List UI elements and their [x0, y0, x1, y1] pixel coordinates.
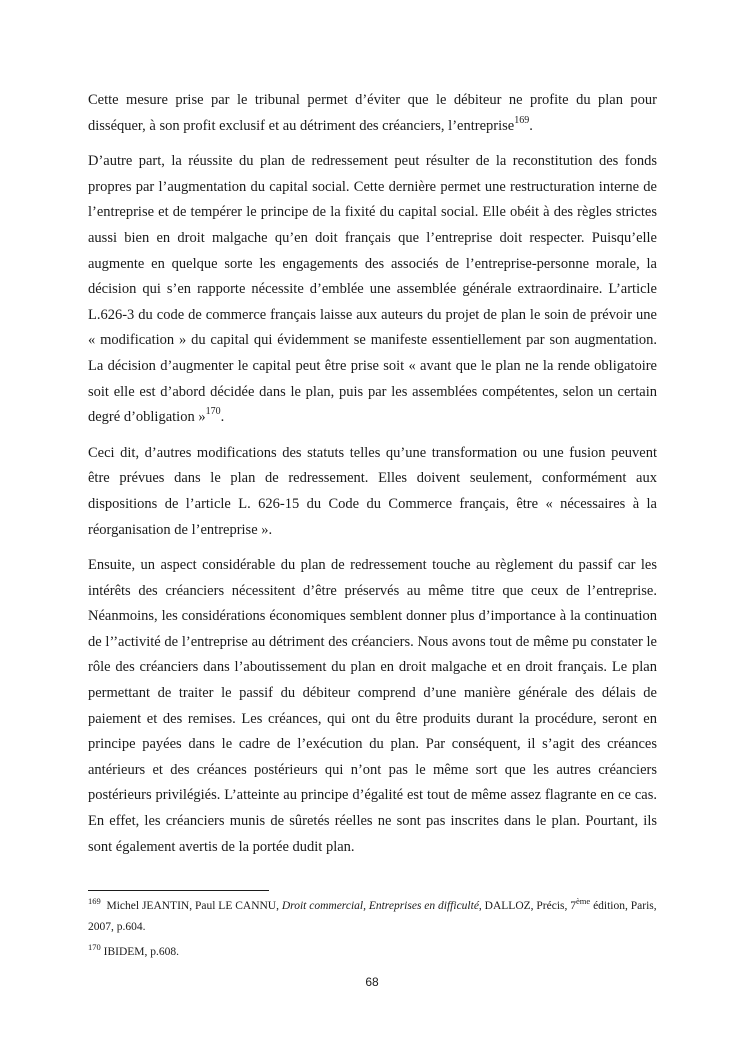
paragraph-2: [88, 149, 657, 431]
footnote-authors: Michel JEANTIN, Paul LE CANNU,: [106, 900, 279, 912]
footnote-ref-169[interactable]: 169: [514, 114, 530, 126]
footnote-separator: [88, 890, 269, 891]
paragraph-tail: .: [529, 117, 533, 134]
paragraph-tail: .: [220, 409, 225, 426]
footnote-title: Droit commercial, Entreprises en difficulté: [281, 900, 479, 912]
footnote-number: 169: [88, 896, 101, 906]
footnote-text: IBIDEM, p.608.: [103, 946, 180, 958]
paragraph-text: Cette mesure prise par le tribunal permet d’éviter que le débiteur ne profite du plan pour disséquer, à son profit exclusif et au détriment des créanciers, l’entreprise: [88, 92, 657, 134]
paragraph-1: [88, 88, 657, 139]
footnote-170: [88, 942, 657, 963]
footnote-edition-sup: ème: [576, 896, 591, 906]
paragraph-4: [88, 553, 657, 860]
paragraph-text: Ceci dit, d’autres modifications des statuts telles qu’une transformation ou une fusion peuvent être prévues dans le plan de redressement. Elles doivent seulement, conformément aux dispositions de l’article L. 626-15 du Code du Commerce français, être « nécessaires à la réorganisation de l’entreprise ».: [88, 444, 657, 538]
footnote-number: 170: [88, 942, 101, 952]
footnote-ref-170[interactable]: 170: [205, 406, 221, 418]
footnotes: [88, 896, 657, 967]
paragraph-3: [88, 441, 657, 543]
document-body: [88, 88, 657, 870]
footnote-publisher: , DALLOZ, Précis, 7: [478, 900, 577, 912]
paragraph-text: Ensuite, un aspect considérable du plan de redressement touche au règlement du passif car les intérêts des créanciers nécessitent d’être préservés au même titre que ceux de l’entreprise. Néanmoins, les considérations économiques semblent donner plus d’importance à la continuation de l’’activité de l’entreprise au détriment des créanciers. Nous avons tout de même pu constater le rôle des créanciers dans l’aboutissement du plan en droit malgache et en droit français. Le plan permettant de traiter le passif du débiteur comprend d’une manière générale des délais de paiement et des remises. Les créances, qui ont du être produits durant la procédure, seront en principe payées dans le cadre de l’exécution du plan. Par conséquent, il s’agit des créances antérieurs et des créances postérieurs qui n’ont pas le même sort que les autres créanciers postérieurs privilégiés. L’atteinte au principe d’égalité est tout de même assez flagrante en ce cas. En effet, les créanciers munis de sûretés réelles ne sont pas inscrites dans le plan. Pourtant, ils sont également avertis de la portée dudit plan.: [88, 557, 657, 855]
footnote-169: [88, 896, 657, 938]
footnote-edition: édition, Paris, 2007, p.604.: [88, 900, 657, 933]
paragraph-text: D’autre part, la réussite du plan de redressement peut résulter de la reconstitution des fonds propres par l’augmentation du capital social. Cette dernière permet une restructuration interne de l’entreprise et de tempérer le principe de la fixité du capital social. Elle obéit à des règles strictes aussi bien en droit malgache qu’en doit français que l’entreprise doit respecter. Puisqu’elle augmente en quelque sorte les engagements des associés de l’entreprise-personne morale, la décision qui s’en rapporte nécessite d’emblée une assemblée générale extraordinaire. L’article L.626-3 du code de commerce français laisse aux auteurs du projet de plan le soin de prévoir une « modification » du capital qui évidemment se manifeste essentiellement par son augmentation. La décision d’augmenter le capital peut être prise soit « avant que le plan ne la rende obligatoire soit elle est d’abord décidée dans le plan, puis par les assemblées compétentes, selon un certain degré d’obligation »: [88, 153, 657, 426]
page-number: 68: [365, 975, 379, 989]
